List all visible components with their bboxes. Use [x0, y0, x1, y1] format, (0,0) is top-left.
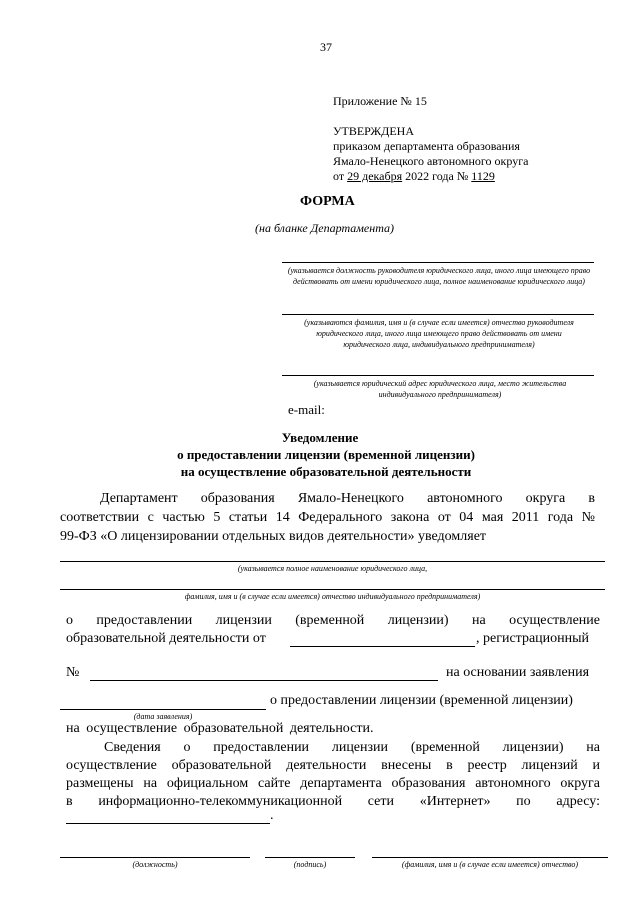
- addressee-position-caption: (указывается должность руководителя юридического лица, иного лица имеющего право действовать от имени юридического лица, полное наименование юридического лица): [287, 266, 591, 286]
- registration-number-label: №: [66, 665, 80, 680]
- paragraph-2-line-1: о предоставлении лицензии (временной лицензии) на осуществление: [66, 613, 600, 628]
- person-name-line: [60, 589, 605, 590]
- notice-title-2: о предоставлении лицензии (временной лицензии): [177, 447, 475, 462]
- addressee-name-caption: (указываются фамилия, имя и (в случае если имеется) отчество руководителя юридического лица, иного лица имеющего право действовать от имени юридического лица, индивидуального предпринимателя): [304, 318, 574, 349]
- signature-line: [265, 857, 355, 858]
- signatory-position-caption: (должность): [132, 860, 178, 869]
- email-label: e-mail:: [288, 402, 325, 417]
- application-date-line: [60, 709, 266, 710]
- paragraph-1-line-2: соответствии с частью 5 статьи 14 Федерального закона от 04 мая 2011 года №: [60, 510, 595, 525]
- registration-number-line: [90, 680, 438, 681]
- paragraph-1-line-1: Департамент образования Ямало-Ненецкого автономного округа в: [100, 491, 595, 506]
- approval-line-2: Ямало-Ненецкого автономного округа: [333, 154, 529, 168]
- page-number: 37: [320, 40, 332, 54]
- approved-label: УТВЕРЖДЕНА: [333, 124, 415, 138]
- legal-name-line: [60, 561, 605, 562]
- paragraph-3-line-5-end: .: [270, 808, 274, 823]
- paragraph-2-line-5: на осуществление образовательной деятельности.: [66, 721, 374, 736]
- date-prefix: от: [333, 169, 348, 183]
- paragraph-3-line-1: Сведения о предоставлении лицензии (временной лицензии) на: [104, 740, 600, 755]
- person-name-caption: фамилия, имя и (в случае если имеется) отчество индивидуального предпринимателя): [184, 592, 481, 601]
- license-date-line: [290, 646, 475, 647]
- signatory-name-line: [372, 857, 608, 858]
- addressee-address-line: [282, 375, 594, 376]
- signatory-name-caption: (фамилия, имя и (в случае если имеется) отчество): [401, 860, 579, 869]
- notice-title-3: на осуществление образовательной деятельности: [180, 464, 472, 479]
- paragraph-2-line-3-end: на основании заявления: [446, 665, 590, 680]
- website-address-line: [66, 823, 270, 824]
- legal-name-caption: (указывается полное наименование юридического лица,: [237, 564, 428, 573]
- paragraph-3-line-4: в информационно-телекоммуникационной сети «Интернет» по адресу:: [66, 794, 600, 809]
- appendix-label: Приложение № 15: [333, 94, 427, 108]
- application-date-caption: (дата заявления): [133, 712, 193, 721]
- approval-date-line: [333, 169, 495, 184]
- paragraph-2-line-2-start: образовательной деятельности от: [66, 631, 266, 646]
- addressee-address-caption: (указывается юридический адрес юридического лица, место жительства индивидуального предпринимателя): [313, 379, 567, 399]
- paragraph-3-line-2: осуществление образовательной деятельности внесены в реестр лицензий и: [66, 758, 600, 773]
- signatory-position-line: [60, 857, 250, 858]
- signature-caption: (подпись): [293, 860, 327, 869]
- addressee-name-line: [282, 314, 594, 315]
- form-subtitle: (на бланке Департамента): [255, 221, 395, 235]
- order-date: 29 декабря: [347, 169, 403, 183]
- notice-title-1: Уведомление: [281, 430, 359, 445]
- form-title: ФОРМА: [300, 194, 355, 209]
- paragraph-1-line-3: 99-ФЗ «О лицензировании отдельных видов деятельности» уведомляет: [60, 529, 487, 544]
- paragraph-2-line-2-end: , регистрационный: [476, 631, 590, 646]
- addressee-position-line: [282, 262, 594, 263]
- approval-line-1: приказом департамента образования: [333, 139, 520, 153]
- paragraph-2-line-4-end: о предоставлении лицензии (временной лицензии): [270, 693, 573, 708]
- date-year: 2022 года №: [402, 169, 472, 183]
- order-number: 1129: [471, 169, 495, 183]
- paragraph-3-line-3: размещены на официальном сайте департамента образования автономного округа: [66, 776, 600, 791]
